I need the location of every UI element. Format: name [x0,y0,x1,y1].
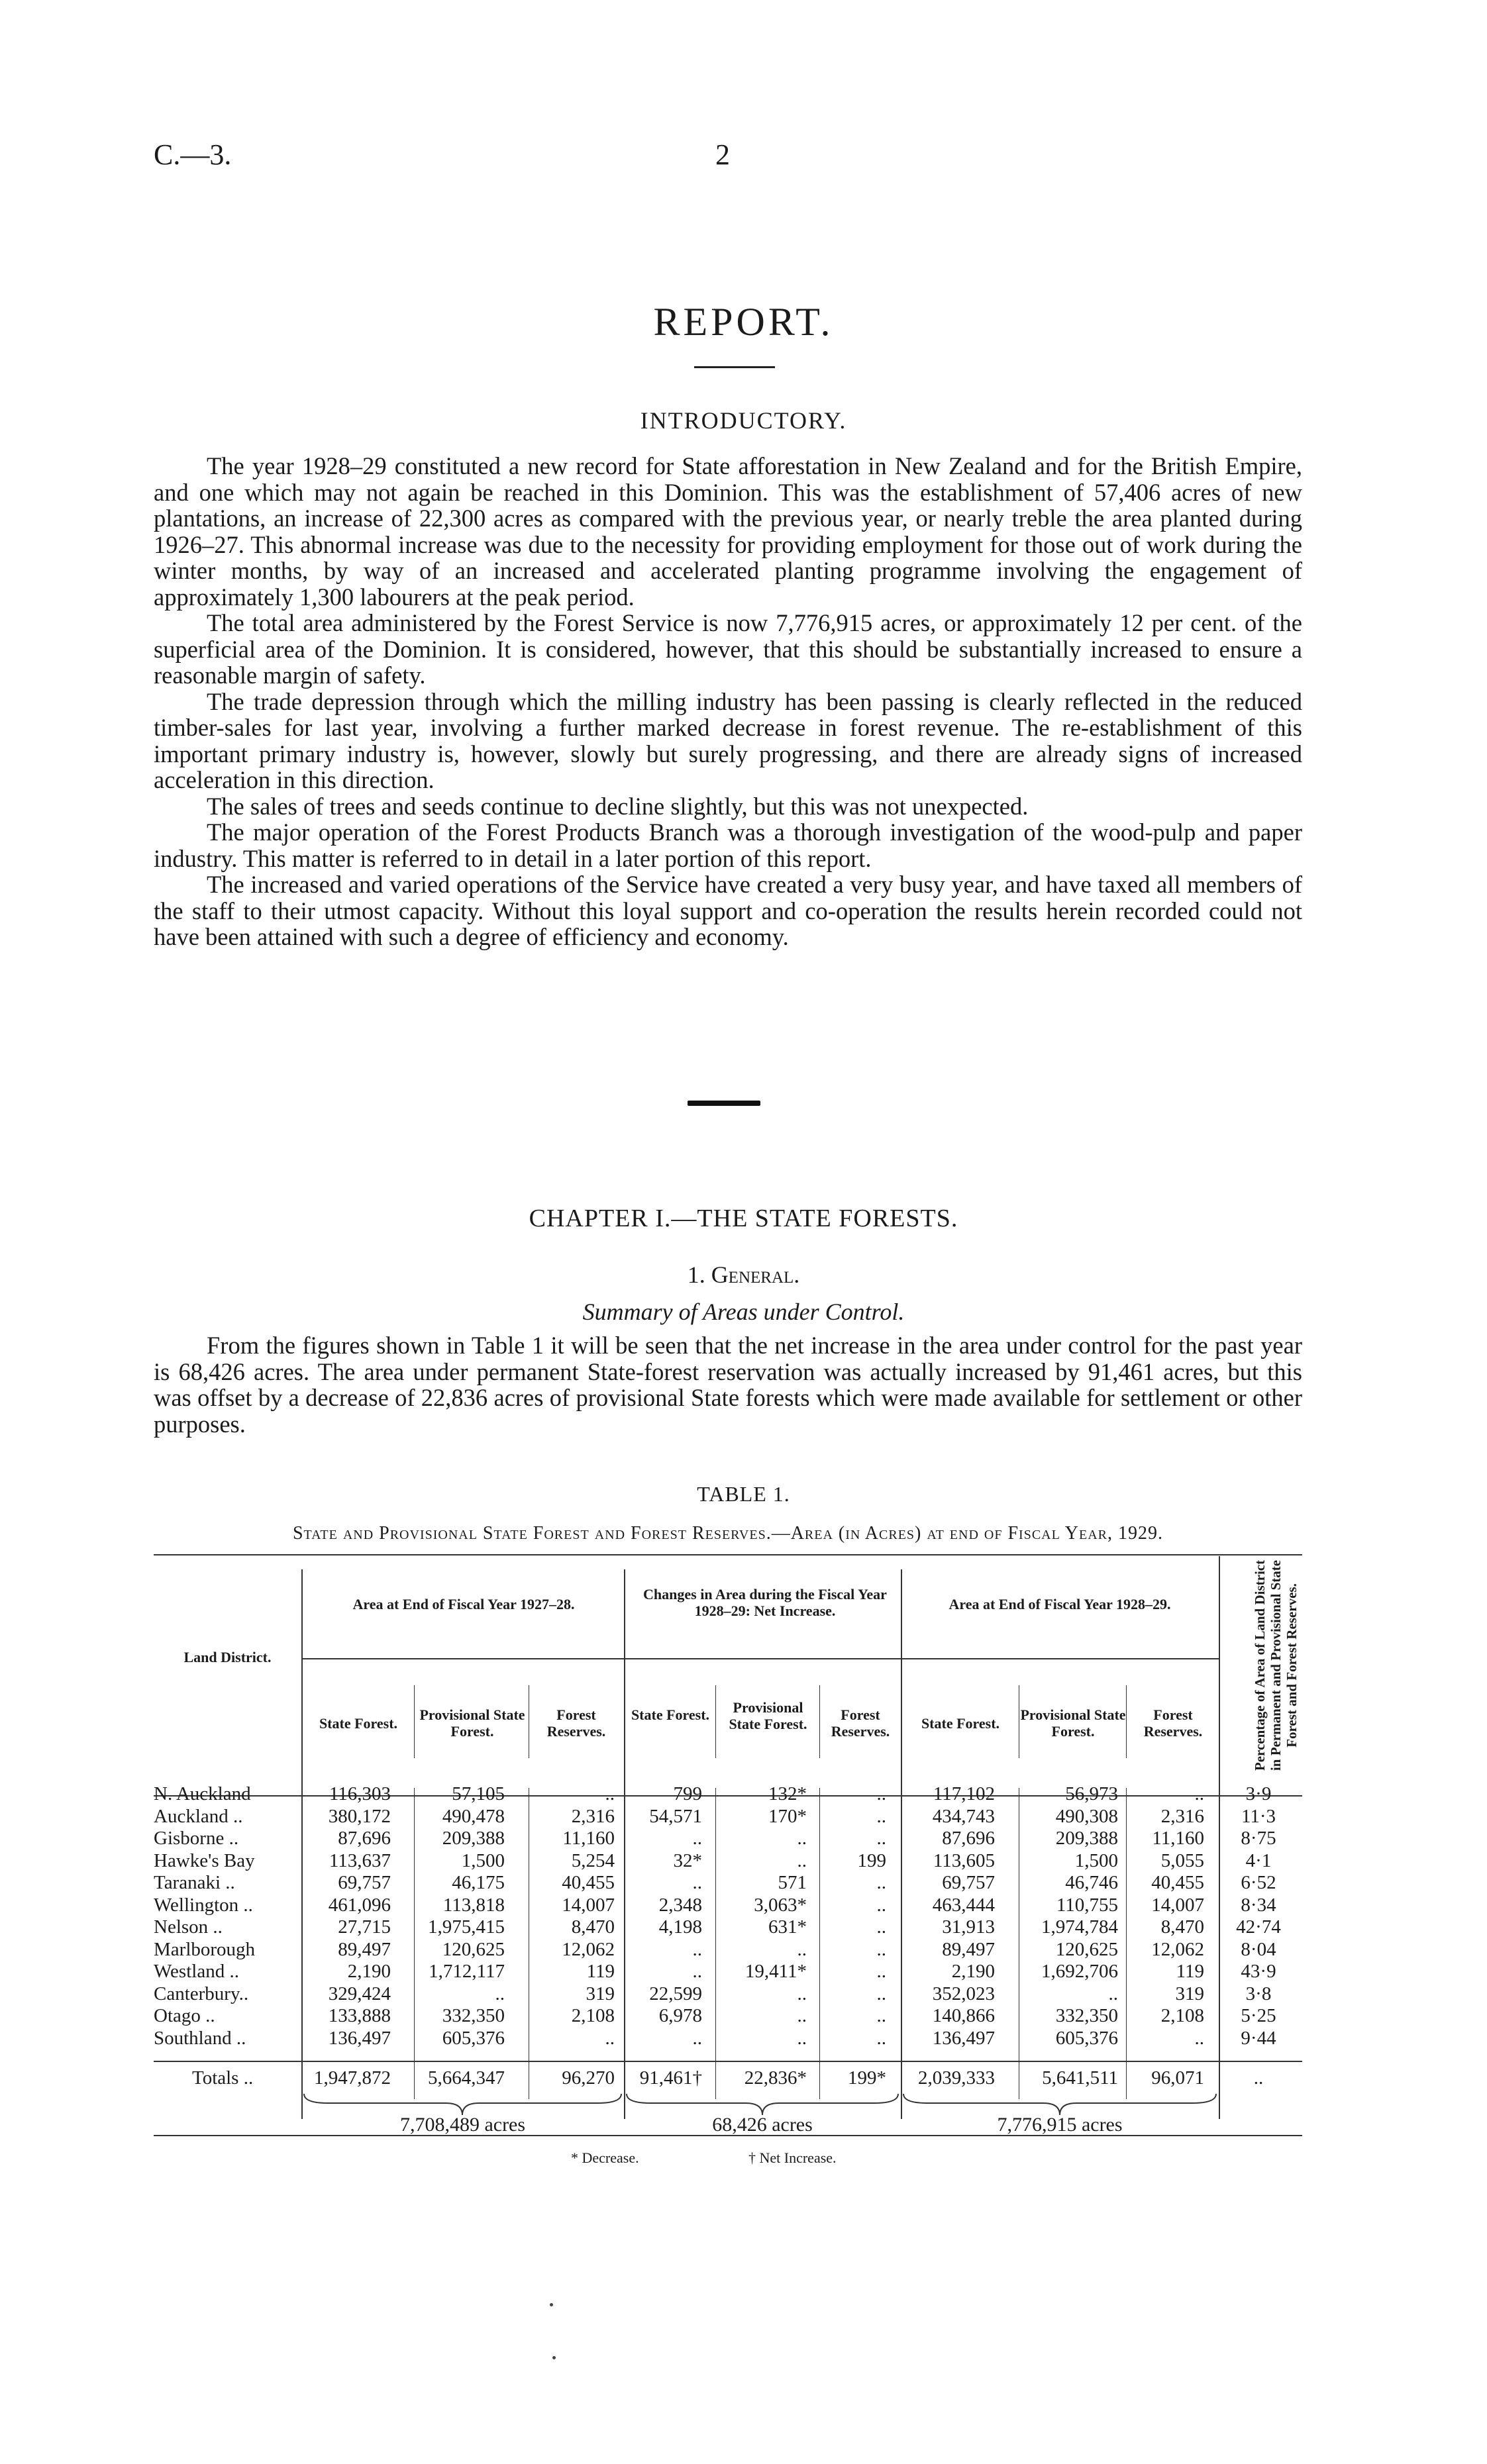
percentage-cell: 8·34 [1241,1894,1276,1916]
land-district-cell: Marlborough [154,1938,256,1960]
area-cell: 463,444 [932,1894,995,1916]
intro-paragraph: The major operation of the Forest Products Branch was a thorough investigation of the wood-pulp and paper industry. This matter is referred to in detail in a later portion of this report. [154,818,1302,872]
area-cell: 319 [586,1983,615,2004]
sub-header: State Forest. [921,1715,1000,1732]
area-cell: 2,190 [951,1961,995,1982]
area-cell: 89,497 [942,1938,995,1960]
area-cell: 332,350 [442,2005,505,2026]
area-cell: 14,007 [562,1894,615,1916]
area-cell: 571 [778,1872,807,1893]
percentage-cell: 8·75 [1241,1828,1276,1849]
area-cell: 6,978 [658,2005,702,2026]
totals-cell: 96,071 [1151,2067,1204,2089]
percentage-cell: 42·74 [1236,1916,1281,1938]
area-cell: 27,715 [338,1916,391,1938]
area-cell: 119 [1176,1961,1204,1982]
area-cell: 132* [768,1783,807,1804]
area-cell: 1,692,706 [1041,1961,1118,1982]
area-cell: .. [876,1916,886,1938]
area-cell: .. [1194,1783,1204,1804]
table-top-rule [154,1554,1302,1555]
area-cell: 2,348 [658,1894,702,1916]
area-cell: 799 [673,1783,702,1804]
area-cell: 120,625 [442,1938,505,1960]
area-cell: 113,818 [442,1894,505,1916]
area-cell: .. [876,1894,886,1916]
totals-cell: 5,664,347 [428,2067,505,2089]
area-cell: 490,478 [442,1805,505,1827]
area-cell: .. [692,1961,702,1982]
totals-cell: 1,947,872 [314,2067,391,2089]
group-header-changes: Changes in Area during the Fiscal Year 1928–29: Net Increase. [643,1586,887,1619]
area-cell: 461,096 [328,1894,391,1916]
area-cell: .. [692,2027,702,2049]
area-cell: 2,108 [1160,2005,1204,2026]
area-cell: 2,190 [347,1961,391,1982]
area-cell: 113,605 [933,1849,995,1871]
totals-cell: .. [1253,2067,1264,2089]
subcolumn-divider [1126,1685,1127,1758]
page-number: 2 [715,138,730,171]
area-cell: 2,316 [571,1805,615,1827]
area-cell: .. [876,1783,886,1804]
area-cell: 120,625 [1055,1938,1118,1960]
group-header-1928-29: Area at End of Fiscal Year 1928–29. [949,1596,1171,1612]
area-cell: .. [797,1849,807,1871]
area-cell: 40,455 [562,1872,615,1893]
area-cell: 56,973 [1065,1783,1118,1804]
area-cell: .. [1108,1983,1118,2004]
area-cell: 46,746 [1065,1872,1118,1893]
area-cell: 199 [857,1849,886,1871]
percentage-cell: 5·25 [1241,2005,1276,2026]
area-cell: .. [692,1938,702,1960]
intro-paragraph: The year 1928–29 constituted a new record for State afforestation in New Zealand and for the British Empire, and one which may not again be reached in this Dominion. This was the establishment of 57,406 acres of new plantations, an increase of 22,300 acres as compared with the previous year, or nearly treble the area planted during 1926–27. This abnormal increase was due to the necessity for providing employment for those out of work during the winter months, by way of an increased and accelerated planting programme involving the engagement of approximately 1,300 labourers at the peak period. [154,452,1302,611]
area-cell: 14,007 [1151,1894,1204,1916]
area-cell: 133,888 [328,2005,391,2026]
group-total-1928-29: 7,776,915 acres [997,2114,1123,2136]
area-cell: 136,497 [328,2027,391,2049]
area-cell: 490,308 [1055,1805,1118,1827]
area-cell: 8,470 [571,1916,615,1938]
area-cell: .. [876,2005,886,2026]
area-cell: 1,975,415 [428,1916,505,1938]
intro-paragraph: The sales of trees and seeds continue to decline slightly, but this was not unexpected. [207,792,1029,820]
percentage-header-text: Percentage of Area of Land District in Permanent and Provisional State Forest and Forest Reserves. [1252,1559,1300,1771]
area-cell: .. [495,1983,505,2004]
footnote-decrease: * Decrease. [571,2149,639,2166]
area-cell: 136,497 [932,2027,995,2049]
area-cell: 89,497 [338,1938,391,1960]
area-cell: 87,696 [338,1828,391,1849]
intro-paragraph: The increased and varied operations of the Service have created a very busy year, and have taxed all members of the staff to their utmost capacity. Without this loyal support and co-operation the results herein recorded could not have been attained with such a degree of efficiency and economy. [154,871,1302,950]
subcolumn-divider [819,1685,820,1758]
area-cell: .. [876,1938,886,1960]
area-cell: 1,974,784 [1041,1916,1118,1938]
report-title: REPORT. [653,300,834,344]
sub-header: State Forest. [631,1706,710,1723]
column-divider [1219,1556,1220,2119]
area-cell: 113,637 [329,1849,391,1871]
area-cell: 57,105 [452,1783,505,1804]
area-cell: 2,108 [571,2005,615,2026]
area-cell: .. [797,2005,807,2026]
area-cell: 54,571 [649,1805,702,1827]
table-caption: State and Provisional State Forest and Forest Reserves.—Area (in Acres) at end of Fiscal Year, 1929. [292,1523,1164,1544]
area-cell: 12,062 [562,1938,615,1960]
group-header-rule [301,1658,1219,1659]
totals-cell: 96,270 [562,2067,615,2089]
area-cell: 631* [768,1916,807,1938]
area-cell: 352,023 [932,1983,995,2004]
land-district-cell: Gisborne .. [154,1828,239,1849]
intro-paragraph: The trade depression through which the milling industry has been passing is clearly reflected in the reduced timber-sales for last year, involving a further marked decrease in forest revenue. The re-establishment of this important primary industry is, however, slowly but surely progressing, and there are already signs of increased acceleration in this direction. [154,687,1302,793]
area-cell: 69,757 [942,1872,995,1893]
sub-header: Forest Reserves. [831,1706,890,1740]
land-district-cell: Taranaki .. [154,1872,235,1893]
area-cell: 32* [673,1849,702,1871]
area-cell: .. [876,1805,886,1827]
land-district-cell: Hawke's Bay [154,1849,255,1871]
area-cell: 11,160 [562,1828,615,1849]
area-cell: .. [692,1872,702,1893]
area-cell: 31,913 [942,1916,995,1938]
land-district-cell: Southland .. [154,2027,246,2049]
area-cell: .. [876,2027,886,2049]
summary-heading: Summary of Areas under Control. [582,1299,905,1325]
area-cell: 5,254 [571,1849,615,1871]
percentage-header [1243,1556,1309,1775]
area-cell: .. [876,1983,886,2004]
scan-speck [550,2303,553,2306]
area-cell: 3,063* [754,1894,807,1916]
percentage-cell: 3·9 [1245,1783,1272,1804]
area-cell: .. [876,1961,886,1982]
land-district-cell: Nelson .. [154,1916,223,1938]
percentage-cell: 4·1 [1245,1849,1272,1871]
area-cell: 329,424 [328,1983,391,2004]
subcolumn-divider [414,1685,415,1758]
document-reference: C.—3. [154,138,232,171]
totals-rule [154,2061,1302,2062]
area-cell: 332,350 [1055,2005,1118,2026]
percentage-cell: 9·44 [1241,2027,1276,2049]
area-cell: .. [605,1783,615,1804]
percentage-cell: 6·52 [1241,1872,1276,1893]
area-cell: 605,376 [442,2027,505,2049]
sub-header: Provisional State Forest. [1020,1706,1126,1740]
footnote-net-increase: † Net Increase. [748,2149,837,2166]
section-number: 1. [687,1261,705,1288]
area-cell: 119 [586,1961,615,1982]
land-district-cell: Westland .. [154,1961,239,1982]
totals-cell: 22,836* [744,2067,807,2089]
area-cell: 110,755 [1056,1894,1118,1916]
area-cell: .. [876,1828,886,1849]
totals-label: Totals .. [192,2067,254,2089]
chapter-paragraph: From the figures shown in Table 1 it will be seen that the net increase in the area under control for the past year is 68,426 acres. The area under permanent State-forest reservation was actually increased by 91,461 acres, but this was offset by a decrease of 22,836 acres of provisional State forests which were made available for settlement or other purposes. [154,1332,1302,1438]
area-cell: 46,175 [452,1872,505,1893]
land-district-header: Land District. [183,1649,272,1665]
sub-header: Forest Reserves. [546,1706,606,1740]
area-cell: 319 [1175,1983,1204,2004]
percentage-cell: 3·8 [1245,1983,1272,2004]
percentage-cell: 8·04 [1241,1938,1276,1960]
totals-cell: 199* [848,2067,886,2089]
area-cell: 434,743 [932,1805,995,1827]
area-cell: .. [876,1872,886,1893]
area-cell: .. [797,2027,807,2049]
area-cell: 117,102 [933,1783,995,1804]
sub-header: State Forest. [319,1715,398,1732]
area-cell: 116,303 [329,1783,391,1804]
area-cell: 140,866 [932,2005,995,2026]
table-label: TABLE 1. [697,1482,790,1506]
sub-header: Provisional State Forest. [419,1706,525,1740]
percentage-cell: 11·3 [1241,1805,1276,1827]
area-cell: 1,500 [1074,1849,1118,1871]
totals-cell: 91,461† [639,2067,702,2089]
sub-header: Provisional State Forest. [729,1699,807,1732]
area-cell: 69,757 [338,1872,391,1893]
percentage-cell: 43·9 [1241,1961,1276,1982]
land-district-cell: Otago .. [154,2005,215,2026]
area-cell: 87,696 [942,1828,995,1849]
area-cell: 40,455 [1151,1872,1204,1893]
chapter-title: CHAPTER I.—THE STATE FORESTS. [529,1205,958,1232]
land-district-cell: Wellington .. [154,1894,253,1916]
area-cell: .. [692,1828,702,1849]
sub-header: Forest Reserves. [1143,1706,1203,1740]
scan-speck [552,2356,556,2359]
land-district-cell: N. Auckland [154,1783,251,1804]
introductory-heading: INTRODUCTORY. [640,407,847,434]
area-cell: 19,411* [744,1961,807,1982]
group-total-change: 68,426 acres [712,2114,813,2136]
area-cell: .. [797,1938,807,1960]
totals-cell: 2,039,333 [918,2067,995,2089]
area-cell: .. [797,1828,807,1849]
area-cell: 5,055 [1160,1849,1204,1871]
totals-cell: 5,641,511 [1042,2067,1118,2089]
land-district-cell: Auckland .. [154,1805,243,1827]
subcolumn-divider [715,1685,716,1758]
section-title: General. [711,1261,800,1288]
area-cell: .. [797,1983,807,2004]
land-district-cell: Canterbury.. [154,1983,249,2004]
area-cell: 11,160 [1152,1828,1204,1849]
area-cell: 605,376 [1055,2027,1118,2049]
area-cell: 380,172 [328,1805,391,1827]
group-header-1927-28: Area at End of Fiscal Year 1927–28. [352,1596,575,1612]
area-cell: 170* [768,1805,807,1827]
area-cell: 209,388 [1055,1828,1118,1849]
area-cell: 12,062 [1151,1938,1204,1960]
area-cell: .. [605,2027,615,2049]
area-cell: 1,712,117 [429,1961,505,1982]
area-cell: 22,599 [649,1983,702,2004]
area-cell: .. [1194,2027,1204,2049]
group-total-1927-28: 7,708,489 acres [399,2114,526,2136]
area-cell: 4,198 [658,1916,702,1938]
area-cell: 2,316 [1160,1805,1204,1827]
intro-paragraph: The total area administered by the Forest Service is now 7,776,915 acres, or approximately 12 per cent. of the superficial area of the Dominion. It is considered, however, that this should be substantially increased to ensure a reasonable margin of safety. [154,609,1302,689]
area-cell: 209,388 [442,1828,505,1849]
area-cell: 8,470 [1160,1916,1204,1938]
area-cell: 1,500 [461,1849,505,1871]
